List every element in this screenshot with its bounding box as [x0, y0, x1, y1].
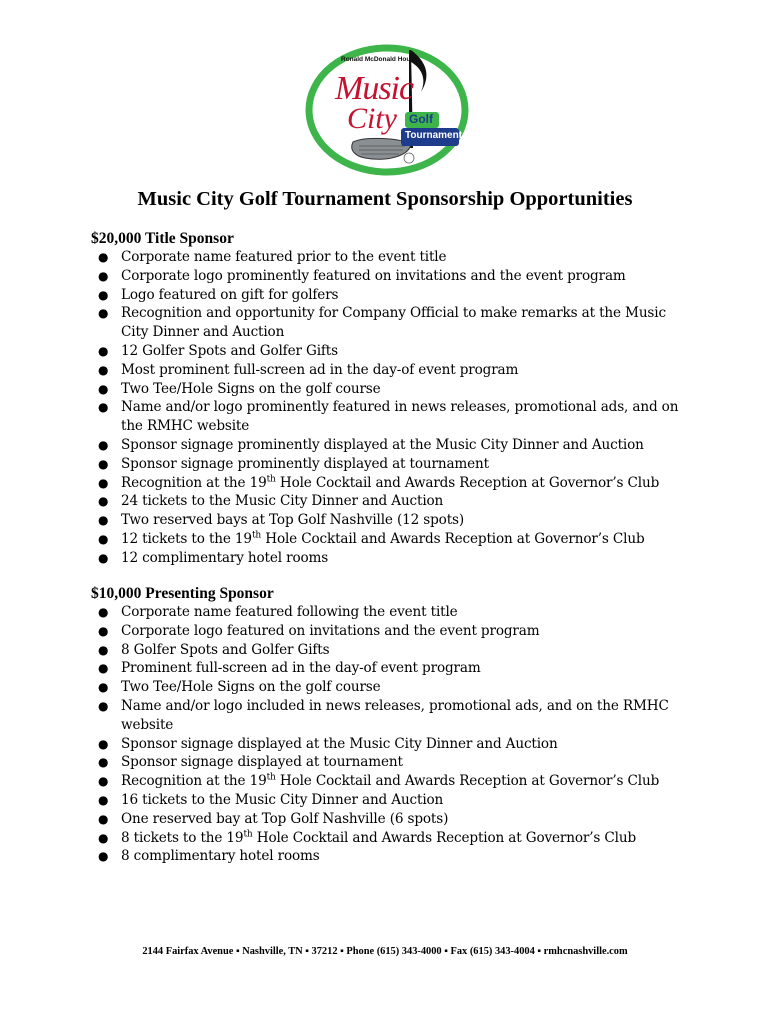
list-item-text: 12 complimentary hotel rooms: [121, 549, 329, 566]
list-item-text: Most prominent full-screen ad in the day-of event program: [121, 361, 519, 378]
bullet-icon: ●: [98, 661, 109, 676]
list-item: [91, 511, 691, 530]
list-item: [91, 603, 691, 622]
list-item: [91, 753, 691, 772]
list-item-text: Corporate name featured prior to the event title: [121, 249, 447, 265]
list-item: [91, 492, 691, 511]
list-item: [91, 678, 691, 697]
logo-word-golf: Golf: [409, 112, 433, 126]
bullet-icon: ●: [98, 306, 109, 321]
bullet-icon: ●: [98, 736, 109, 751]
list-item-text: 8 complimentary hotel rooms: [121, 848, 320, 865]
bullet-icon: ●: [98, 381, 109, 396]
list-item-continuation: [91, 417, 691, 436]
bullet-icon: ●: [98, 362, 109, 377]
list-item-text: One reserved bay at Top Golf Nashville (6 spots): [121, 810, 449, 827]
list-item-text: Hole Cocktail and Awards Reception at Governor’s Club: [275, 474, 660, 491]
list-item-text: Name and/or logo included in news releases, promotional ads, and on the RMHC: [121, 697, 669, 714]
bullet-icon: ●: [98, 698, 109, 713]
list-item-text: Prominent full-screen ad in the day-of event program: [121, 660, 481, 677]
list-item: [91, 455, 691, 474]
list-item-text: Sponsor signage displayed at the Music City Dinner and Auction: [121, 735, 558, 752]
list-item-text: Corporate logo prominently featured on invitations and the event program: [121, 267, 626, 284]
list-item-text: 24 tickets to the Music City Dinner and Auction: [121, 493, 444, 510]
bullet-icon: ●: [98, 792, 109, 807]
benefits-list: [91, 603, 691, 866]
list-item: [91, 622, 691, 641]
list-item-continuation: [91, 716, 691, 735]
list-item: [91, 267, 691, 286]
logo-org-name: Ronald McDonald House: [341, 56, 418, 63]
logo-word-music: Music: [335, 70, 414, 107]
section-heading: $10,000 Presenting Sponsor: [91, 585, 274, 602]
bullet-icon: ●: [98, 642, 109, 657]
list-item: [91, 248, 691, 267]
bullet-icon: ●: [98, 680, 109, 695]
list-item: [91, 304, 691, 323]
list-item: [91, 286, 691, 305]
ordinal-suffix: th: [266, 474, 276, 485]
list-item: [91, 735, 691, 754]
ordinal-suffix: th: [266, 772, 276, 783]
bullet-icon: ●: [98, 550, 109, 565]
list-item-text: Sponsor signage displayed at tournament: [121, 754, 403, 771]
list-item: [91, 697, 691, 716]
list-item-text: Logo featured on gift for golfers: [121, 286, 339, 303]
ordinal-suffix: th: [243, 829, 253, 840]
list-item: [91, 380, 691, 399]
list-item-text: Corporate name featured following the event title: [121, 604, 458, 620]
list-item-text: the RMHC website: [121, 418, 250, 435]
bullet-icon: ●: [98, 343, 109, 358]
ordinal-suffix: th: [251, 530, 262, 541]
benefits-list: [91, 248, 691, 568]
list-item: [91, 436, 691, 455]
list-item-text: Recognition and opportunity for Company Official to make remarks at the Music: [121, 305, 666, 322]
list-item-text: Two Tee/Hole Signs on the golf course: [121, 679, 381, 696]
list-item-text: Hole Cocktail and Awards Reception at Governor’s Club: [275, 773, 660, 790]
list-item-text: Name and/or logo prominently featured in news releases, promotional ads, and on: [121, 399, 679, 416]
music-city-golf-logo: [305, 40, 470, 180]
list-item-text: Recognition at the 19: [121, 474, 267, 491]
list-item: [91, 549, 691, 568]
section-title-sponsor: [91, 229, 691, 568]
bullet-icon: ●: [98, 437, 109, 452]
list-item: [91, 791, 691, 810]
bullet-icon: ●: [98, 774, 109, 789]
bullet-icon: ●: [98, 531, 109, 546]
list-item: [91, 361, 691, 380]
bullet-icon: ●: [98, 494, 109, 509]
section-presenting-sponsor: [91, 584, 691, 866]
list-item: [91, 847, 691, 866]
bullet-icon: ●: [98, 268, 109, 283]
list-item: [91, 829, 691, 848]
page-title: Music City Golf Tournament Sponsorship Opportunities: [137, 188, 633, 210]
list-item: [91, 342, 691, 361]
list-item: [91, 641, 691, 660]
list-item: [91, 474, 691, 493]
golf-ball: [404, 153, 414, 163]
bullet-icon: ●: [98, 250, 109, 264]
bullet-icon: ●: [98, 811, 109, 826]
list-item: [91, 659, 691, 678]
list-item-text: Sponsor signage prominently displayed at the Music City Dinner and Auction: [121, 436, 644, 453]
bullet-icon: ●: [98, 830, 109, 845]
list-item-text: 12 tickets to the 19: [121, 530, 252, 547]
bullet-icon: ●: [98, 623, 109, 638]
section-heading: $20,000 Title Sponsor: [91, 230, 234, 247]
bullet-icon: ●: [98, 849, 109, 864]
list-item-text: City Dinner and Auction: [121, 324, 285, 341]
bullet-icon: ●: [98, 475, 109, 490]
bullet-icon: ●: [98, 513, 109, 528]
list-item-text: Corporate logo featured on invitations and the event program: [121, 622, 540, 639]
list-item-text: Sponsor signage prominently displayed at tournament: [121, 455, 489, 472]
logo-word-city: City: [347, 102, 397, 135]
logo-word-tournament: Tournament: [405, 130, 463, 141]
list-item-text: Two Tee/Hole Signs on the golf course: [121, 380, 381, 397]
list-item-text: website: [121, 716, 174, 733]
bullet-icon: ●: [98, 456, 109, 471]
list-item-text: Two reserved bays at Top Golf Nashville (12 spots): [121, 512, 465, 529]
list-item-text: Recognition at the 19: [121, 773, 267, 790]
list-item: [91, 772, 691, 791]
bullet-icon: ●: [98, 287, 109, 302]
list-item: [91, 810, 691, 829]
list-item-text: 8 tickets to the 19: [121, 829, 244, 846]
list-item-text: 8 Golfer Spots and Golfer Gifts: [121, 641, 330, 658]
list-item-text: Hole Cocktail and Awards Reception at Governor’s Club: [261, 530, 645, 547]
footer-contact: 2144 Fairfax Avenue ▪ Nashville, TN ▪ 37212 ▪ Phone (615) 343-4000 ▪ Fax (615) 343-4004 ▪ rmhcnashville.com: [142, 946, 628, 957]
list-item-continuation: [91, 323, 691, 342]
list-item: [91, 530, 691, 549]
bullet-icon: ●: [98, 605, 109, 619]
list-item: [91, 398, 691, 417]
list-item-text: 12 Golfer Spots and Golfer Gifts: [121, 342, 338, 359]
list-item-text: Hole Cocktail and Awards Reception at Governor’s Club: [252, 829, 637, 846]
bullet-icon: ●: [98, 755, 109, 770]
list-item-text: 16 tickets to the Music City Dinner and Auction: [121, 791, 444, 808]
bullet-icon: ●: [98, 400, 109, 415]
